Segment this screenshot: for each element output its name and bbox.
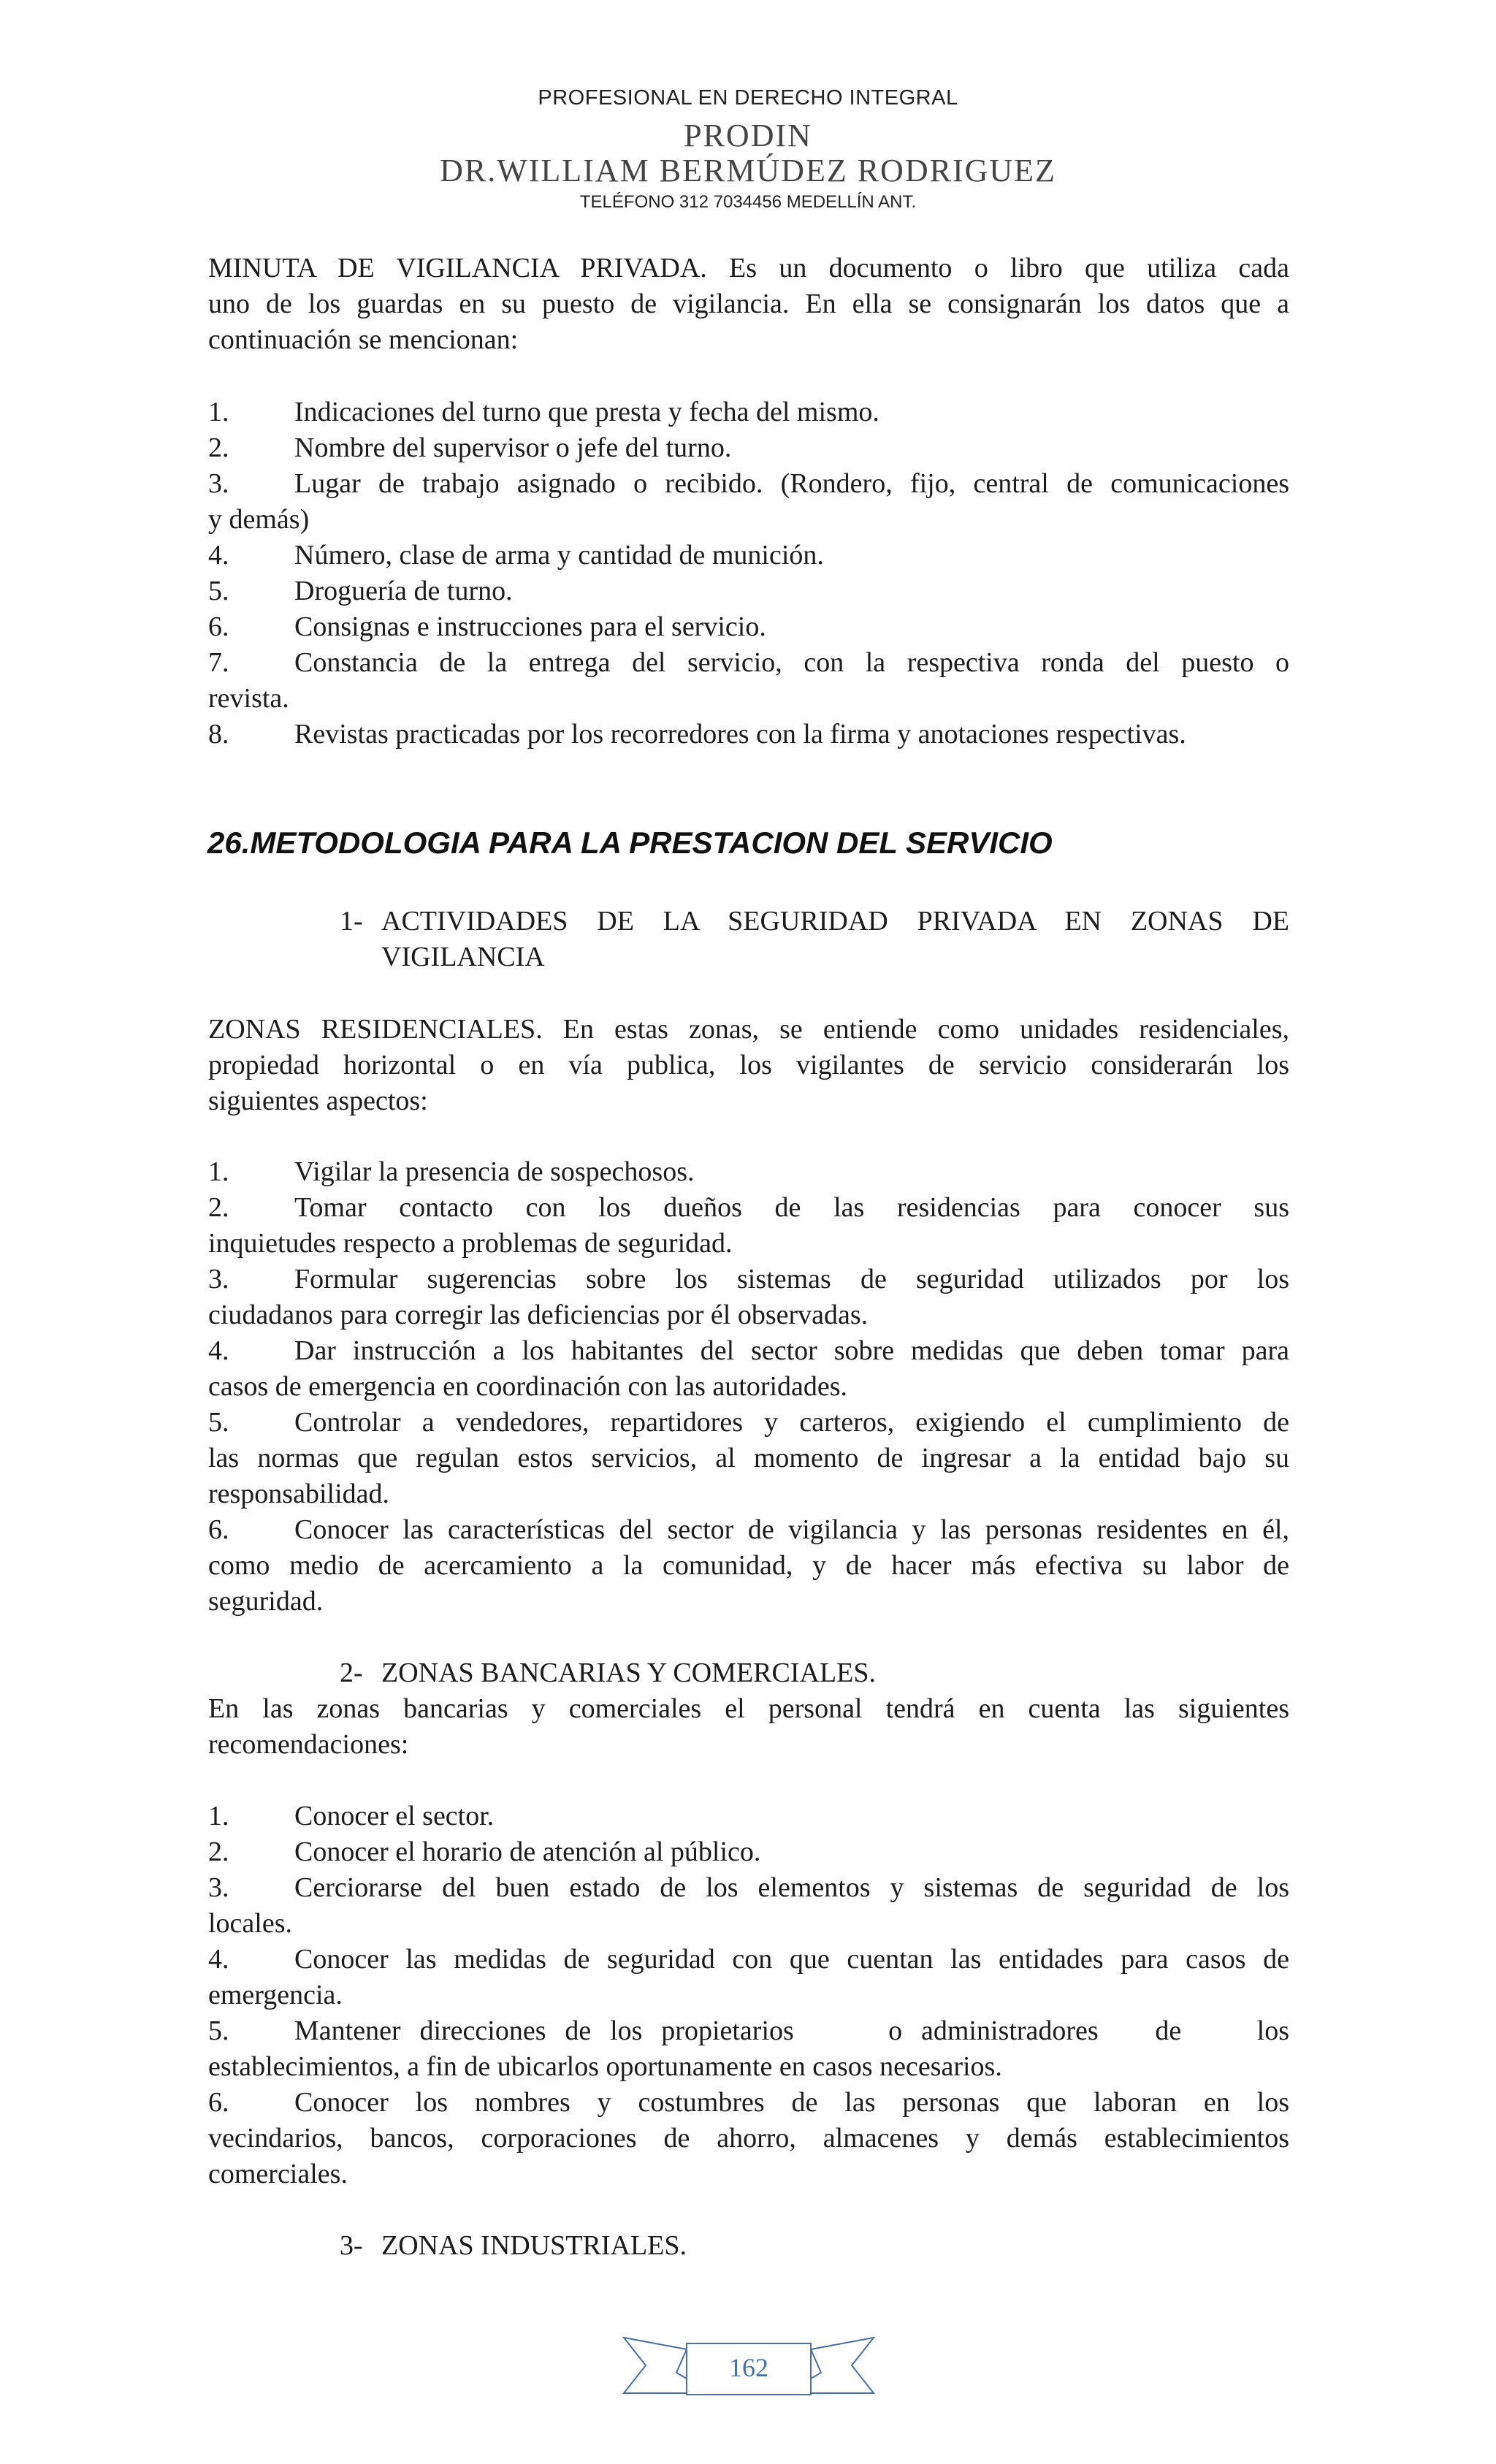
list-item <box>208 1834 1289 1870</box>
list-number: 3. <box>208 1264 229 1294</box>
residential-line: siguientes aspectos: <box>208 1086 428 1116</box>
list-number: 2. <box>208 432 229 463</box>
list-number: 7. <box>208 647 229 678</box>
subsection-title: ZONAS INDUSTRIALES. <box>381 2230 687 2261</box>
list-item <box>208 1262 1289 1333</box>
list-text-cont: seguridad. <box>208 1586 324 1617</box>
list-text-cont: responsabilidad. <box>208 1479 390 1509</box>
list-item <box>208 645 1289 717</box>
list-text: Conocer el horario de atención al público. <box>294 1836 761 1867</box>
list-number: 1. <box>208 1156 229 1187</box>
list-number: 4. <box>208 540 229 571</box>
list-number: 6. <box>208 611 229 642</box>
list-item <box>208 466 1289 538</box>
list-item <box>208 1942 1289 2013</box>
list-number: 6. <box>208 1514 229 1545</box>
list-text: Indicaciones del turno que presta y fecha del mismo. <box>294 397 879 427</box>
banking-line: En las zonas bancarias y comerciales el personal tendrá en cuenta las siguientes <box>208 1693 1289 1724</box>
list-item <box>208 1154 1289 1190</box>
list-item <box>208 2013 1289 2085</box>
list-number: 4. <box>208 1944 229 1975</box>
list-item <box>208 394 1289 430</box>
list-text: Conocer las medidas de seguridad con que cuentan las entidades para casos de <box>294 1944 1289 1975</box>
list-number: 1. <box>208 1801 229 1831</box>
list-text: Conocer los nombres y costumbres de las personas que laboran en los <box>294 2087 1289 2118</box>
list-text-cont: casos de emergencia en coordinación con las autoridades. <box>208 1371 848 1402</box>
list-number: 5. <box>208 1407 229 1438</box>
list-text: Nombre del supervisor o jefe del turno. <box>294 432 732 463</box>
list-item <box>208 1190 1289 1262</box>
residential-line: ZONAS RESIDENCIALES. En estas zonas, se entiende como unidades residenciales, <box>208 1014 1289 1045</box>
list-number: 2. <box>208 1836 229 1867</box>
list-item <box>208 1405 1289 1512</box>
header-acronym: PRODIN <box>684 118 812 153</box>
list-item <box>208 2085 1289 2192</box>
list-text-cont: locales. <box>208 1908 293 1939</box>
list-text: Controlar a vendedores, repartidores y carteros, exigiendo el cumplimiento de <box>294 1407 1289 1438</box>
list-item <box>208 1512 1289 1620</box>
list-text: Conocer las características del sector de vigilancia y las personas residentes en él, <box>294 1514 1289 1545</box>
header-author: DR.WILLIAM BERMÚDEZ RODRIGUEZ <box>440 153 1056 188</box>
list-item <box>208 538 1289 573</box>
list-text-cont: comerciales. <box>208 2159 348 2189</box>
subsection-number: 2- <box>340 1658 363 1688</box>
intro-line: continuación se mencionan: <box>208 324 519 355</box>
list-text-cont: y demás) <box>208 504 310 535</box>
list-text: Dar instrucción a los habitantes del sector sobre medidas que deben tomar para <box>294 1335 1289 1366</box>
list-text: Cerciorarse del buen estado de los elementos y sistemas de seguridad de los <box>294 1872 1289 1903</box>
list-number: 8. <box>208 719 229 750</box>
list-text: Mantener direcciones de los propietarios o administradores de los <box>294 2015 1289 2046</box>
list-text: Formular sugerencias sobre los sistemas de seguridad utilizados por los <box>294 1264 1289 1294</box>
list-number: 6. <box>208 2087 229 2118</box>
subsection-title-cont: VIGILANCIA <box>381 942 545 972</box>
residential-line: propiedad horizontal o en vía publica, los vigilantes de servicio considerarán los <box>208 1050 1289 1080</box>
list-item <box>208 1799 1289 1834</box>
banking-line: recomendaciones: <box>208 1729 409 1760</box>
list-number: 3. <box>208 1872 229 1903</box>
list-text: Consignas e instrucciones para el servicio. <box>294 611 766 642</box>
list-number: 1. <box>208 397 229 427</box>
list-number: 4. <box>208 1335 229 1366</box>
header-phone: TELÉFONO 312 7034456 MEDELLÍN ANT. <box>579 192 917 212</box>
list-number: 5. <box>208 2015 229 2046</box>
intro-line: MINUTA DE VIGILANCIA PRIVADA. Es un documento o libro que utiliza cada <box>208 253 1289 283</box>
subsection-title: ZONAS BANCARIAS Y COMERCIALES. <box>381 1658 877 1688</box>
list-text-cont: las normas que regulan estos servicios, al momento de ingresar a la entidad bajo su <box>208 1443 1289 1473</box>
subsection-title: ACTIVIDADES DE LA SEGURIDAD PRIVADA EN ZONAS DE <box>381 906 1289 937</box>
list-text: Revistas practicadas por los recorredores con la firma y anotaciones respectivas. <box>294 719 1186 750</box>
list-item <box>208 1870 1289 1942</box>
list-number: 5. <box>208 576 229 606</box>
header-profession: PROFESIONAL EN DERECHO INTEGRAL <box>538 86 958 110</box>
list-text: Tomar contacto con los dueños de las residencias para conocer sus <box>294 1192 1289 1223</box>
list-text: Vigilar la presencia de sospechosos. <box>294 1156 695 1187</box>
list-text: Constancia de la entrega del servicio, con la respectiva ronda del puesto o <box>294 647 1289 678</box>
list-number: 2. <box>208 1192 229 1223</box>
list-text-cont: revista. <box>208 683 289 714</box>
subsection-number: 3- <box>340 2230 363 2261</box>
page-number: 162 <box>729 2353 768 2382</box>
list-text-cont: como medio de acercamiento a la comunidad, y de hacer más efectiva su labor de <box>208 1550 1289 1581</box>
list-item <box>208 717 1289 752</box>
list-text-cont: establecimientos, a fin de ubicarlos oportunamente en casos necesarios. <box>208 2051 1002 2082</box>
list-text: Número, clase de arma y cantidad de munición. <box>294 540 824 571</box>
list-number: 3. <box>208 468 229 499</box>
list-text: Conocer el sector. <box>294 1801 495 1831</box>
list-text-cont: inquietudes respecto a problemas de seguridad. <box>208 1228 733 1259</box>
list-text-cont: ciudadanos para corregir las deficiencias por él observadas. <box>208 1300 869 1330</box>
section-title: 26.METODOLOGIA PARA LA PRESTACION DEL SERVICIO <box>207 825 1053 860</box>
list-item <box>208 573 1289 609</box>
subsection-number: 1- <box>340 906 363 937</box>
list-item <box>208 430 1289 466</box>
page-number-ribbon <box>622 2323 875 2403</box>
list-item <box>208 609 1289 645</box>
list-text: Lugar de trabajo asignado o recibido. (Rondero, fijo, central de comunicaciones <box>294 468 1289 499</box>
list-text: Droguería de turno. <box>294 576 513 606</box>
intro-line: uno de los guardas en su puesto de vigilancia. En ella se consignarán los datos que a <box>208 289 1289 319</box>
list-text-cont: vecindarios, bancos, corporaciones de ahorro, almacenes y demás establecimientos <box>208 2123 1289 2154</box>
list-item <box>208 1333 1289 1405</box>
list-text-cont: emergencia. <box>208 1980 343 2010</box>
